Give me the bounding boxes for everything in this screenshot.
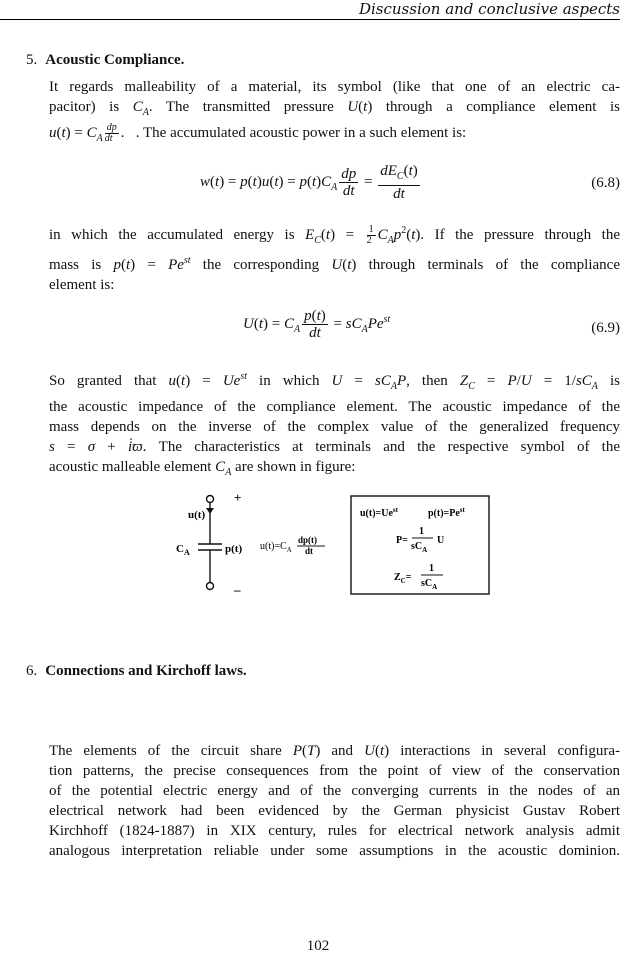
section-5-paragraph-2 (49, 221, 620, 295)
text-line: pacitor) is $C_A$. The transmitted pressure U(t) through a compliance element is (49, 99, 621, 118)
box-p-relation: $p(t)=Pe^{st}$ (428, 506, 465, 519)
flow-arrow-icon (206, 508, 214, 514)
equation-number: (6.8) (591, 175, 620, 191)
label-u: u(t) (188, 509, 206, 521)
bottom-terminal (207, 583, 214, 590)
equation-6-8 (0, 163, 636, 209)
box-Z-numerator: 1 (429, 563, 434, 574)
text-line: mass depends on the inverse of the complex value of the generalized frequency (49, 419, 620, 435)
section-6-heading (26, 663, 247, 680)
box-Z-denominator: $sC_A$ (421, 578, 438, 591)
text-line: the acoustic impedance of the compliance element. The acoustic impedance of the (49, 399, 620, 415)
box-P-denominator: $sC_A$ (411, 541, 428, 554)
text-line: acoustic malleable element $C_A$ are shown in figure: (49, 459, 356, 478)
text-line: It regards malleability of a material, its symbol (like that one of an electric ca- (49, 79, 620, 95)
relation-lhs: $u(t)=C_A$ (260, 541, 292, 554)
text-line: in which the accumulated energy is $E_C(t)$ = $\frac{1}{2}$ $C_Ap^2(t)$. If the pressure through the (49, 224, 620, 247)
section-5-title: Acoustic Compliance. (45, 52, 185, 68)
compliance-symbol-diagram (170, 486, 500, 600)
text-line: tion patterns, the precise consequences from the point of view of the conservation (49, 763, 620, 779)
equation-6-9 (0, 308, 636, 354)
text-line: electrical network had been evidenced by the German physicist Gustav Robert (49, 803, 620, 819)
section-6-title: Connections and Kirchoff laws. (45, 663, 247, 679)
text-line: mass is $p(t) = Pe^{st}$ the corresponding U(t) through terminals of the compliance (49, 255, 620, 273)
section-6-number: 6. (26, 663, 38, 679)
label-capacitance: $C_A$ (176, 543, 190, 557)
text-line: So granted that $u(t) = Ue^{st}$ in which $U = sC_AP$, then $Z_C = P/U = 1/sC_A$ is (49, 371, 620, 392)
box-Z-lhs: $Z_C=$ (394, 572, 412, 585)
section-5-paragraph-3 (49, 367, 620, 483)
relation-denominator: dt (305, 546, 314, 556)
equation-body: $w(t) = p(t)u(t) = p(t)C_A$ $\frac{dp}{dt}$ = $\frac{dE_C(t)}{dt}$ (200, 163, 418, 202)
label-minus: – (234, 582, 241, 597)
text-line: $u(t) = C_A$ $\frac{dp}{dt}$ . . The accumulated acoustic power in a such element is: (49, 122, 467, 145)
box-P-lhs: P= (396, 535, 408, 546)
page-number: 102 (306, 938, 330, 954)
box-P-numerator: 1 (419, 526, 424, 537)
top-terminal (207, 496, 214, 503)
equation-number: (6.9) (591, 320, 620, 336)
compliance-figure (170, 486, 500, 600)
text-line: s = σ + i̇ϖ. The characteristics at terminals and the respective symbol of the (49, 439, 620, 455)
text-line: element is: (49, 277, 115, 293)
box-P-rhs: U (437, 535, 445, 546)
running-header (0, 0, 620, 20)
section-5-paragraph-1 (49, 77, 620, 149)
text-line: analogous interpretation reliable under some assumptions in the acoustic dominion. (49, 843, 620, 859)
text-line: Kirchhoff (1824-1887) in XIX century, rules for electrical network analysis admit (49, 823, 620, 839)
section-6-paragraph (49, 741, 620, 861)
label-p: p(t) (225, 543, 243, 555)
text-line: The elements of the circuit share P(T) and U(t) interactions in several configura- (49, 743, 620, 759)
equation-body: $U(t) = C_A$ $\frac{p(t)}{dt}$ = $sC_APe^{st}$ (243, 308, 391, 341)
running-title: Discussion and conclusive aspects (358, 0, 620, 18)
section-5-number: 5. (26, 52, 38, 68)
relation-numerator: dp(t) (298, 535, 318, 545)
box-u-relation: $u(t)=Ue^{st}$ (360, 506, 398, 519)
text-line: of the potential electric energy and of the converging currents in the nodes of an (49, 783, 620, 799)
label-plus: + (234, 490, 242, 505)
section-5-heading (26, 52, 184, 69)
